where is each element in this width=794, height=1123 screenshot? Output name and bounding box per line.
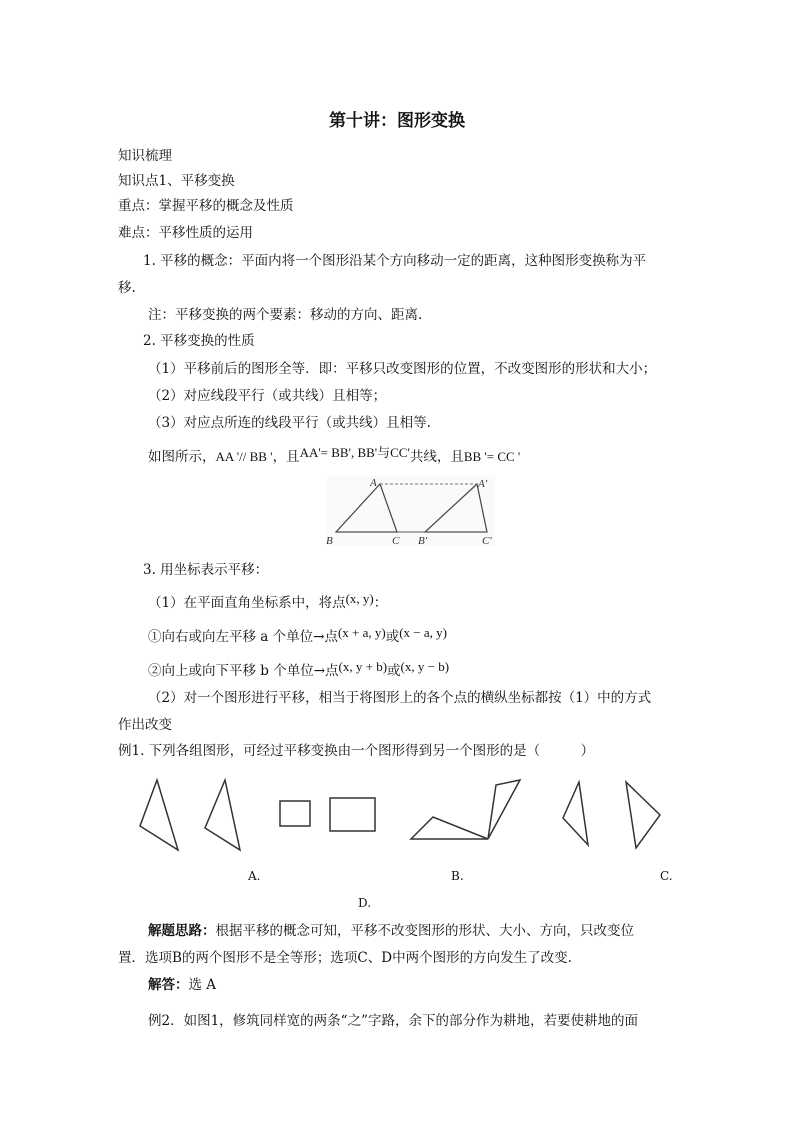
property-2: （2）对应线段平行（或共线）且相等； bbox=[148, 388, 387, 404]
option-d-triangle-1 bbox=[563, 782, 588, 845]
coordinate-shift-a bbox=[148, 625, 447, 646]
example-1-figures bbox=[130, 770, 670, 860]
solution-text-1: 根据平移的概念可知，平移不改变图形的形状、大小、方向，只改变位 bbox=[215, 923, 634, 939]
option-a-triangle-2 bbox=[205, 780, 240, 850]
shift-a-or: 或 bbox=[385, 629, 400, 645]
concept-line-2: 移. bbox=[118, 280, 136, 296]
coordinate-step-2-line-2: 作出改变 bbox=[118, 717, 172, 733]
example-1-question: 例1. 下列各组图形，可经过平移变换由一个图形得到另一个图形的是（ ） bbox=[118, 743, 595, 759]
option-c-triangle-1 bbox=[411, 817, 488, 839]
solution-label: 解题思路： bbox=[148, 923, 216, 939]
option-a-label: A. bbox=[248, 869, 261, 883]
option-c-label: C. bbox=[660, 869, 673, 883]
formula-y-minus-b: (x, y − b) bbox=[400, 659, 450, 674]
option-b-large-square bbox=[330, 798, 375, 831]
answer-text: 选 A bbox=[188, 977, 217, 993]
coordinate-step-1 bbox=[148, 591, 388, 612]
translation-figure bbox=[322, 472, 502, 552]
coordinate-step-2-line-1: （2）对一个图形进行平移，相当于将图形上的各个点的横纵坐标都按（1）中的方式 bbox=[148, 690, 652, 706]
key-point: 重点：掌握平移的概念及性质 bbox=[118, 198, 294, 214]
solution-line-1 bbox=[148, 922, 634, 940]
shift-a-text: ①向右或向左平移 a 个单位→点 bbox=[148, 629, 338, 645]
option-b-label: B. bbox=[451, 869, 464, 883]
shift-b-text: ②向上或向下平移 b 个单位→点 bbox=[148, 663, 339, 679]
option-a-triangle-1 bbox=[140, 780, 178, 850]
answer-line bbox=[148, 976, 216, 994]
label-a-prime: A' bbox=[478, 478, 488, 490]
figure-sentence-text: ，且 bbox=[272, 449, 300, 465]
formula-aa-equals-bb: AA'= BB', BB'与CC' bbox=[299, 445, 410, 460]
label-b: B bbox=[326, 535, 333, 547]
example-2-question: 例2．如图1，修筑同样宽的两条“之”字路，余下的部分作为耕地，若要使耕地的面 bbox=[148, 1013, 638, 1029]
formula-bb-equals-cc: BB '= CC ' bbox=[463, 449, 521, 464]
label-a: A bbox=[370, 477, 377, 489]
formula-point-xy: (x, y) bbox=[345, 591, 374, 606]
formula-x-plus-a: (x + a, y) bbox=[337, 625, 386, 640]
label-c-prime: C' bbox=[482, 535, 492, 547]
formula-y-plus-b: (x, y + b) bbox=[338, 659, 388, 674]
note-line: 注：平移变换的两个要素：移动的方向、距离. bbox=[148, 307, 423, 323]
property-title: 2. 平移变换的性质 bbox=[143, 333, 255, 349]
coordinate-step-1-end: ： bbox=[373, 595, 388, 611]
page-title: 第十讲：图形变换 bbox=[329, 111, 465, 131]
label-c: C bbox=[392, 535, 400, 547]
coordinate-step-1-text: （1）在平面直角坐标系中，将点 bbox=[148, 595, 346, 611]
section-heading: 知识梳理 bbox=[118, 148, 172, 164]
label-b-prime: B' bbox=[418, 535, 428, 547]
knowledge-point-1: 知识点1、平移变换 bbox=[118, 173, 235, 189]
option-d-triangle-2 bbox=[626, 782, 660, 848]
formula-x-minus-a: (x − a, y) bbox=[399, 625, 447, 640]
coordinate-shift-b bbox=[148, 659, 450, 680]
figure-sentence-text: 如图所示， bbox=[148, 449, 216, 465]
option-d-label: D. bbox=[358, 896, 372, 910]
property-3: （3）对应点所连的线段平行（或共线）且相等. bbox=[148, 415, 431, 431]
answer-label: 解答： bbox=[148, 977, 189, 993]
formula-aa-parallel-bb: AA '// BB ' bbox=[215, 449, 273, 464]
solution-line-2: 置．选项B的两个图形不是全等形；选项C、D中两个图形的方向发生了改变. bbox=[118, 950, 572, 966]
option-b-small-square bbox=[280, 801, 310, 826]
figure-frame bbox=[327, 476, 495, 546]
figure-sentence-text: 共线，且 bbox=[409, 449, 464, 465]
figure-sentence bbox=[148, 445, 521, 466]
option-c-triangle-2 bbox=[488, 780, 520, 839]
coordinate-title: 3. 用坐标表示平移： bbox=[143, 562, 269, 578]
difficulty-point: 难点：平移性质的运用 bbox=[118, 225, 253, 241]
concept-line-1: 1. 平移的概念：平面内将一个图形沿某个方向移动一定的距离，这种图形变换称为平 bbox=[143, 253, 647, 269]
property-1: （1）平移前后的图形全等．即：平移只改变图形的位置，不改变图形的形状和大小； bbox=[148, 361, 657, 377]
shift-b-or: 或 bbox=[387, 663, 401, 679]
